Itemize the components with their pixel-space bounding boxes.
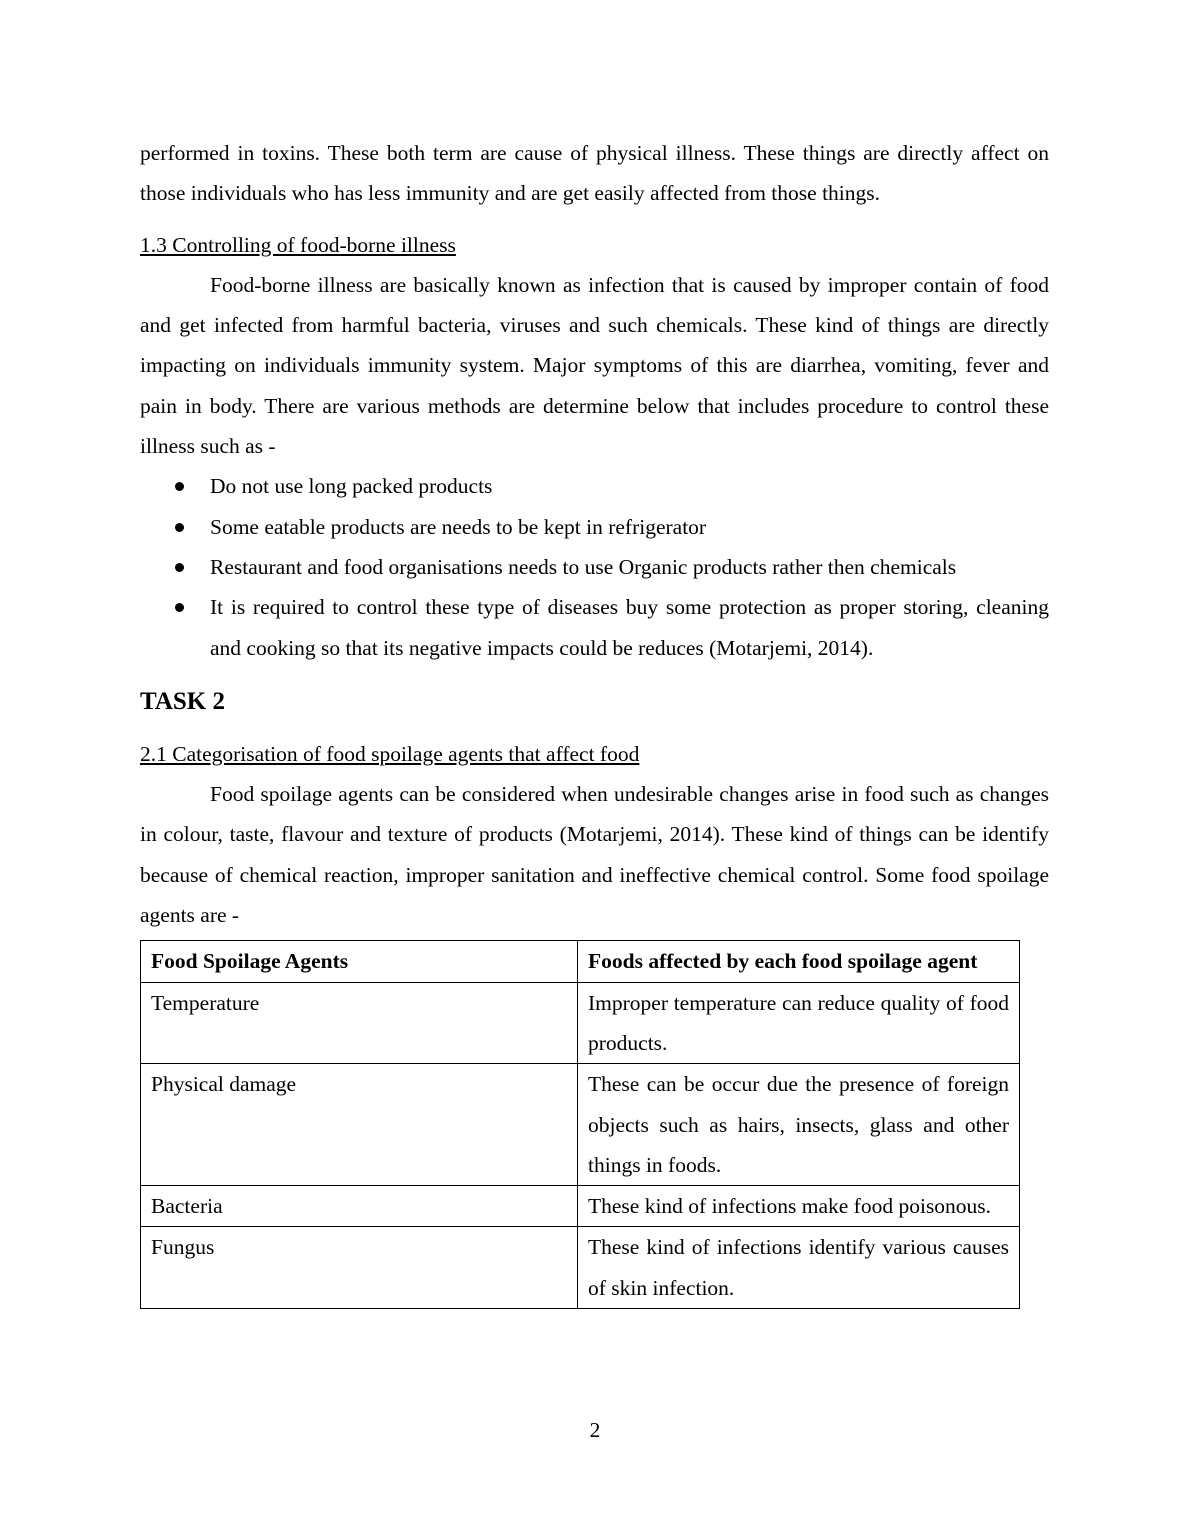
bullet-icon — [175, 563, 184, 572]
page-number: 2 — [589, 1418, 601, 1442]
list-item-text: Do not use long packed products — [210, 474, 493, 499]
bullet-icon — [175, 603, 184, 612]
list-item-text: Some eatable products are needs to be kept in refrigerator — [210, 514, 707, 539]
list-item — [140, 466, 1049, 506]
table-row — [141, 982, 1020, 1064]
table-row — [141, 1186, 1020, 1227]
document-page — [140, 133, 1049, 1309]
effect-cell: These kind of infections make food poisonous. — [578, 1186, 1020, 1227]
list-item — [140, 547, 1049, 587]
agent-cell: Physical damage — [141, 1064, 578, 1186]
section-2-1-heading: 2.1 Categorisation of food spoilage agents that affect food — [140, 741, 640, 766]
intro-paragraph: performed in toxins. These both term are cause of physical illness. These things are directly affect on those individuals who has less immunity and are get easily affected from those things. — [140, 141, 1049, 206]
list-item-text: Restaurant and food organisations needs to use Organic products rather then chemicals — [210, 554, 957, 579]
spoilage-agents-table — [140, 940, 1020, 1309]
section-1-3-heading: 1.3 Controlling of food-borne illness — [140, 232, 456, 257]
list-item-text: It is required to control these type of diseases buy some protection as proper storing, cleaning and cooking so that its negative impacts could be reduces (Motarjemi, 2014). — [210, 595, 1049, 660]
column-header-agents: Food Spoilage Agents — [141, 941, 578, 982]
effect-cell: Improper temperature can reduce quality of food products. — [578, 982, 1020, 1064]
list-item — [140, 587, 1049, 668]
effect-cell: These can be occur due the presence of foreign objects such as hairs, insects, glass and other things in foods. — [578, 1064, 1020, 1186]
table-header-row — [141, 941, 1020, 982]
task-heading: TASK 2 — [140, 687, 225, 715]
table-row — [141, 1064, 1020, 1186]
column-header-foods-affected: Foods affected by each food spoilage agent — [578, 941, 1020, 982]
agent-cell: Bacteria — [141, 1186, 578, 1227]
bullet-icon — [175, 482, 184, 491]
section-2-1-paragraph: Food spoilage agents can be considered when undesirable changes arise in food such as changes in colour, taste, flavour and texture of products (Motarjemi, 2014). These kind of things can be identify because of chemical reaction, improper sanitation and ineffective chemical control. Some food spoilage agents are - — [140, 782, 1049, 928]
section-1-3-paragraph: Food-borne illness are basically known as infection that is caused by improper contain of food and get infected from harmful bacteria, viruses and such chemicals. These kind of things are directly impacting on individuals immunity system. Major symptoms of this are diarrhea, vomiting, fever and pain in body. There are various methods are determine below that includes procedure to control these illness such as - — [140, 272, 1049, 459]
effect-cell: These kind of infections identify various causes of skin infection. — [578, 1227, 1020, 1309]
agent-cell: Fungus — [141, 1227, 578, 1309]
table-row — [141, 1227, 1020, 1309]
agent-cell: Temperature — [141, 982, 578, 1064]
bullet-icon — [175, 523, 184, 532]
list-item — [140, 507, 1049, 547]
control-methods-list — [140, 466, 1049, 667]
